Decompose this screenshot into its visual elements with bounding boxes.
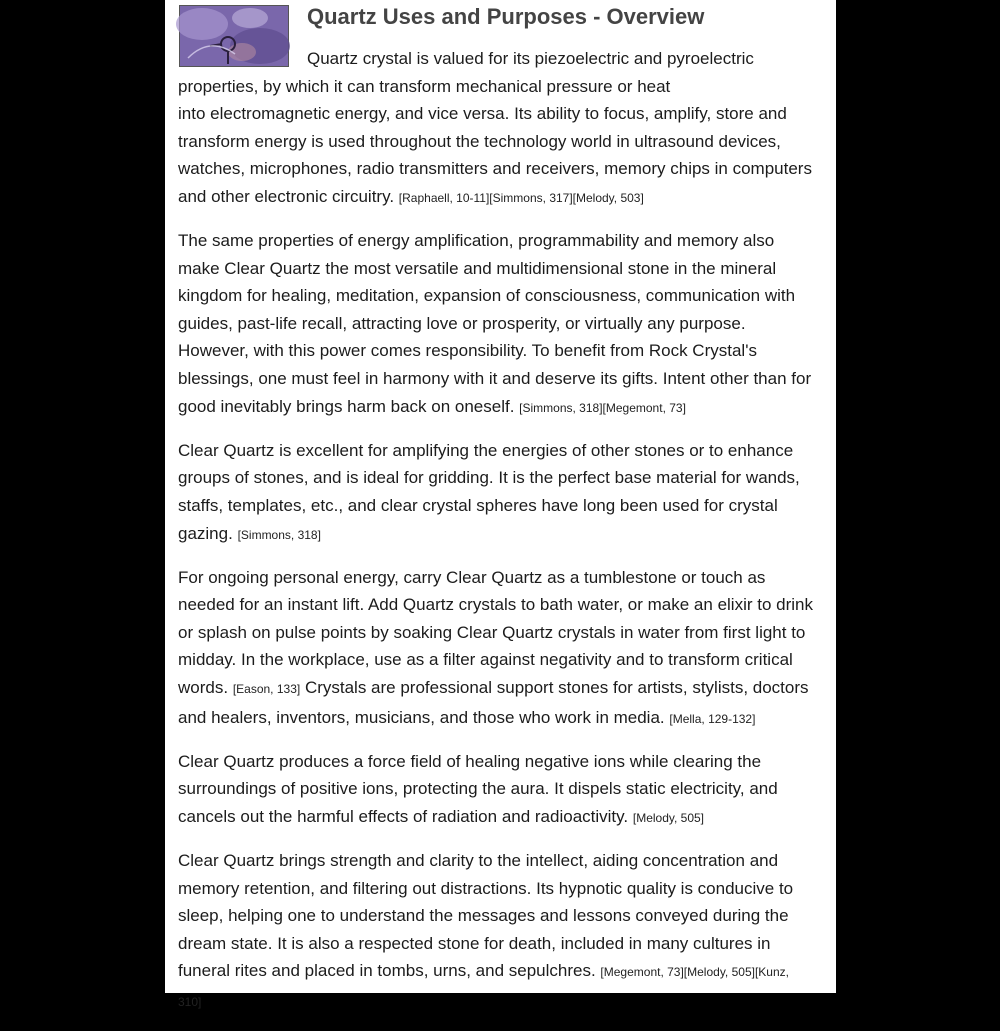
p2-line-7: good inevitably brings harm back on oneself. bbox=[178, 396, 515, 416]
p3-line-1: Clear Quartz is excellent for amplifying the energies of other stones or to enhance bbox=[178, 440, 794, 460]
p6-line-3: sleep, helping one to understand the messages and lessons conveyed during the bbox=[178, 906, 789, 926]
p2-line-4: guides, past-life recall, attracting love or prosperity, or virtually any purpose. bbox=[178, 313, 746, 333]
p2-line-2: make Clear Quartz the most versatile and multidimensional stone in the mineral bbox=[178, 258, 777, 278]
citation-continued: 310] bbox=[178, 994, 202, 1009]
paragraph-piezoelectric bbox=[178, 45, 838, 213]
paragraph-personal-energy bbox=[178, 564, 838, 734]
citation: [Simmons, 318] bbox=[237, 527, 321, 542]
p3-line-4: gazing. bbox=[178, 523, 233, 543]
citation: [Melody, 505] bbox=[632, 810, 705, 825]
p6-line-4: dream state. It is also a respected stone for death, included in many cultures in bbox=[178, 933, 771, 953]
p4-line-2: needed for an instant lift. Add Quartz crystals to bath water, or make an elixir to drink bbox=[178, 595, 813, 615]
p2-line-5: However, with this power comes responsibility. To benefit from Rock Crystal's bbox=[178, 341, 757, 361]
p6-line-1: Clear Quartz brings strength and clarity to the intellect, aiding concentration and bbox=[178, 850, 779, 870]
paragraph-amplifying bbox=[178, 437, 838, 549]
paragraph-versatility bbox=[178, 227, 838, 422]
p5-line-1: Clear Quartz produces a force field of healing negative ions while clearing the bbox=[178, 751, 762, 771]
p1-line-2: properties, by which it can transform mechanical pressure or heat bbox=[178, 76, 671, 96]
p2-line-3: kingdom for healing, meditation, expansion of consciousness, communication with bbox=[178, 286, 796, 306]
citation: [Raphaell, 10-11][Simmons, 317][Melody, 503] bbox=[398, 190, 644, 205]
p3-line-2: groups of stones, and is ideal for gridding. It is the perfect base material for wands, bbox=[178, 468, 800, 488]
p4-line-3: or splash on pulse points by soaking Clear Quartz crystals in water from first light to bbox=[178, 622, 806, 642]
p1-line-6: and other electronic circuitry. bbox=[178, 186, 395, 206]
citation: [Megemont, 73][Melody, 505][Kunz, bbox=[600, 965, 789, 980]
paragraph-intellect bbox=[178, 847, 838, 1017]
p4-line-1: For ongoing personal energy, carry Clear Quartz as a tumblestone or touch as bbox=[178, 567, 766, 587]
p6-line-5: funeral rites and placed in tombs, urns, and sepulchres. bbox=[178, 961, 596, 981]
article-page bbox=[165, 0, 836, 1009]
p5-line-2: surroundings of positive ions, protecting the aura. It dispels static electricity, and bbox=[178, 779, 778, 799]
p4-line-5-end: Crystals are professional support stones for artists, stylists, doctors bbox=[304, 677, 809, 697]
p1-line-5: watches, microphones, radio transmitters and receivers, memory chips in computers bbox=[178, 159, 812, 179]
p2-line-6: blessings, one must feel in harmony with it and deserve its gifts. Intent other than for bbox=[178, 369, 812, 389]
citation: [Eason, 133] bbox=[232, 681, 301, 696]
article-content bbox=[178, 4, 838, 1031]
paragraph-force-field bbox=[178, 748, 838, 833]
p4-line-6: and healers, inventors, musicians, and those who work in media. bbox=[178, 707, 665, 727]
citation: [Simmons, 318][Megemont, 73] bbox=[519, 400, 686, 415]
p1-line-4: transform energy is used throughout the technology world in ultrasound devices, bbox=[178, 131, 781, 151]
citation: [Mella, 129-132] bbox=[669, 711, 756, 726]
article-title: Quartz Uses and Purposes - Overview bbox=[307, 4, 705, 29]
p6-line-2: memory retention, and filtering out distractions. Its hypnotic quality is conducive to bbox=[178, 878, 794, 898]
p4-line-4: midday. In the workplace, use as a filter against negativity and to transform critical bbox=[178, 650, 793, 670]
p1-line-3: into electromagnetic energy, and vice versa. Its ability to focus, amplify, store and bbox=[178, 104, 787, 124]
p2-line-1: The same properties of energy amplification, programmability and memory also bbox=[178, 231, 775, 251]
p4-line-5-start: words. bbox=[178, 677, 229, 697]
p3-line-3: staffs, templates, etc., and clear crystal spheres have long been used for crystal bbox=[178, 495, 778, 515]
quartz-thumbnail-image bbox=[179, 5, 289, 67]
p1-line-1: Quartz crystal is valued for its piezoelectric and pyroelectric bbox=[307, 49, 754, 68]
p5-line-3: cancels out the harmful effects of radiation and radioactivity. bbox=[178, 806, 629, 826]
